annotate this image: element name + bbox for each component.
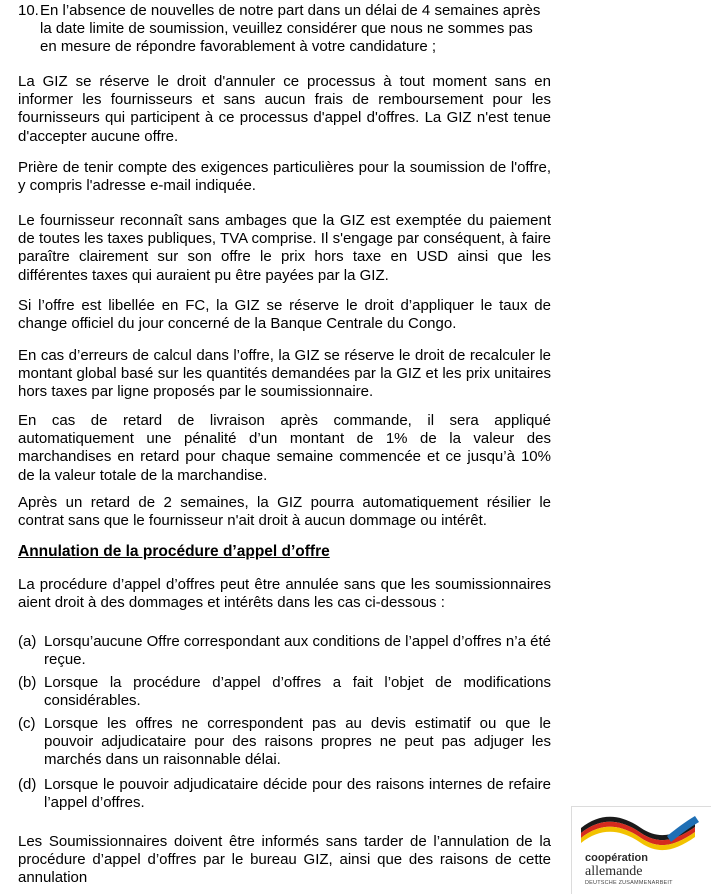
list-item-text: Lorsque la procédure d’appel d’offres a fait l’objet de modifications considérables.: [44, 674, 551, 710]
paragraph-cancel-right: La GIZ se réserve le droit d'annuler ce processus à tout moment sans en informer les fournisseurs et sans aucun frais de remboursement pour les fournisseurs qui participent à ce processus d'appel d'offres. La GIZ n'est tenue d'accepter aucune offre.: [18, 73, 551, 145]
section-closing: Les Soumissionnaires doivent être informés sans tarder de l’annulation de la procédure d’appel d’offres par le bureau GIZ, ainsi que des raisons de cette annulation: [18, 833, 551, 887]
list-item: [18, 715, 551, 776]
flag-ribbon-icon: [571, 806, 711, 856]
paragraph-tax-exemption: Le fournisseur reconnaît sans ambages que la GIZ est exemptée du paiement de toutes les taxes publiques, TVA comprise. Il s'engage par conséquent, à faire paraître clairement sur son offre le prix hors taxe en USD ainsi que les différentes taxes qui auraient pu être payées par la GIZ.: [18, 212, 551, 284]
logo-line-2: allemande: [585, 864, 643, 879]
logo-line-1: coopération: [585, 852, 648, 864]
list-item-text: Lorsque les offres ne correspondent pas au devis estimatif ou que le pouvoir adjudicataire pour des raisons propres ne peut pas adjuger les marchés dans un raisonnable délai.: [44, 715, 551, 769]
list-item-text: Lorsqu’aucune Offre correspondant aux conditions de l’appel d’offres n’a été reçue.: [44, 633, 551, 669]
cooperation-allemande-logo: [571, 806, 711, 894]
cancellation-cases-list: [18, 633, 551, 817]
paragraph-termination: Après un retard de 2 semaines, la GIZ pourra automatiquement résilier le contrat sans que le fournisseur n'ait droit à aucun dommage ou intérêt.: [18, 494, 551, 530]
list-marker: (c): [18, 715, 36, 732]
section-intro: La procédure d’appel d’offres peut être annulée sans que les soumissionnaires aient droit à des dommages et intérêts dans les cas ci-dessous :: [18, 576, 551, 612]
list-item: [18, 674, 551, 715]
logo-line-3: DEUTSCHE ZUSAMMENARBEIT: [585, 880, 673, 886]
list-marker: (d): [18, 776, 37, 793]
list-item: [18, 633, 551, 674]
paragraph-calc-errors: En cas d’erreurs de calcul dans l’offre, la GIZ se réserve le droit de recalculer le montant global basé sur les quantités demandées par la GIZ et les prix unitaires hors taxes par ligne proposés par le soumissionnaire.: [18, 347, 551, 401]
list-marker: (a): [18, 633, 37, 650]
list-item: [18, 776, 551, 817]
list-item-text: Lorsque le pouvoir adjudicataire décide pour des raisons internes de refaire l’appel d’offres.: [44, 776, 551, 812]
paragraph-late-penalty: En cas de retard de livraison après commande, il sera appliqué automatiquement une pénalité d’un montant de 1% de la valeur des marchandises en retard pour chaque semaine commencée et ce jusqu’à 10% de la valeur totale de la marchandise.: [18, 412, 551, 484]
paragraph-currency: Si l’offre est libellée en FC, la GIZ se réserve le droit d’appliquer le taux de change officiel du jour concerné de la Banque Centrale du Congo.: [18, 297, 551, 333]
section-heading: Annulation de la procédure d’appel d’offre: [18, 543, 330, 560]
list-marker: (b): [18, 674, 37, 691]
item-text: En l’absence de nouvelles de notre part dans un délai de 4 semaines après la date limite de soumission, veuillez considérer que nous ne sommes pas en mesure de répondre favorablement à votre candidature ;: [40, 2, 541, 56]
paragraph-requirements: Prière de tenir compte des exigences particulières pour la soumission de l'offre, y compris l'adresse e-mail indiquée.: [18, 159, 551, 195]
numbered-item-10: [18, 2, 551, 57]
item-number: 10.: [18, 2, 39, 19]
